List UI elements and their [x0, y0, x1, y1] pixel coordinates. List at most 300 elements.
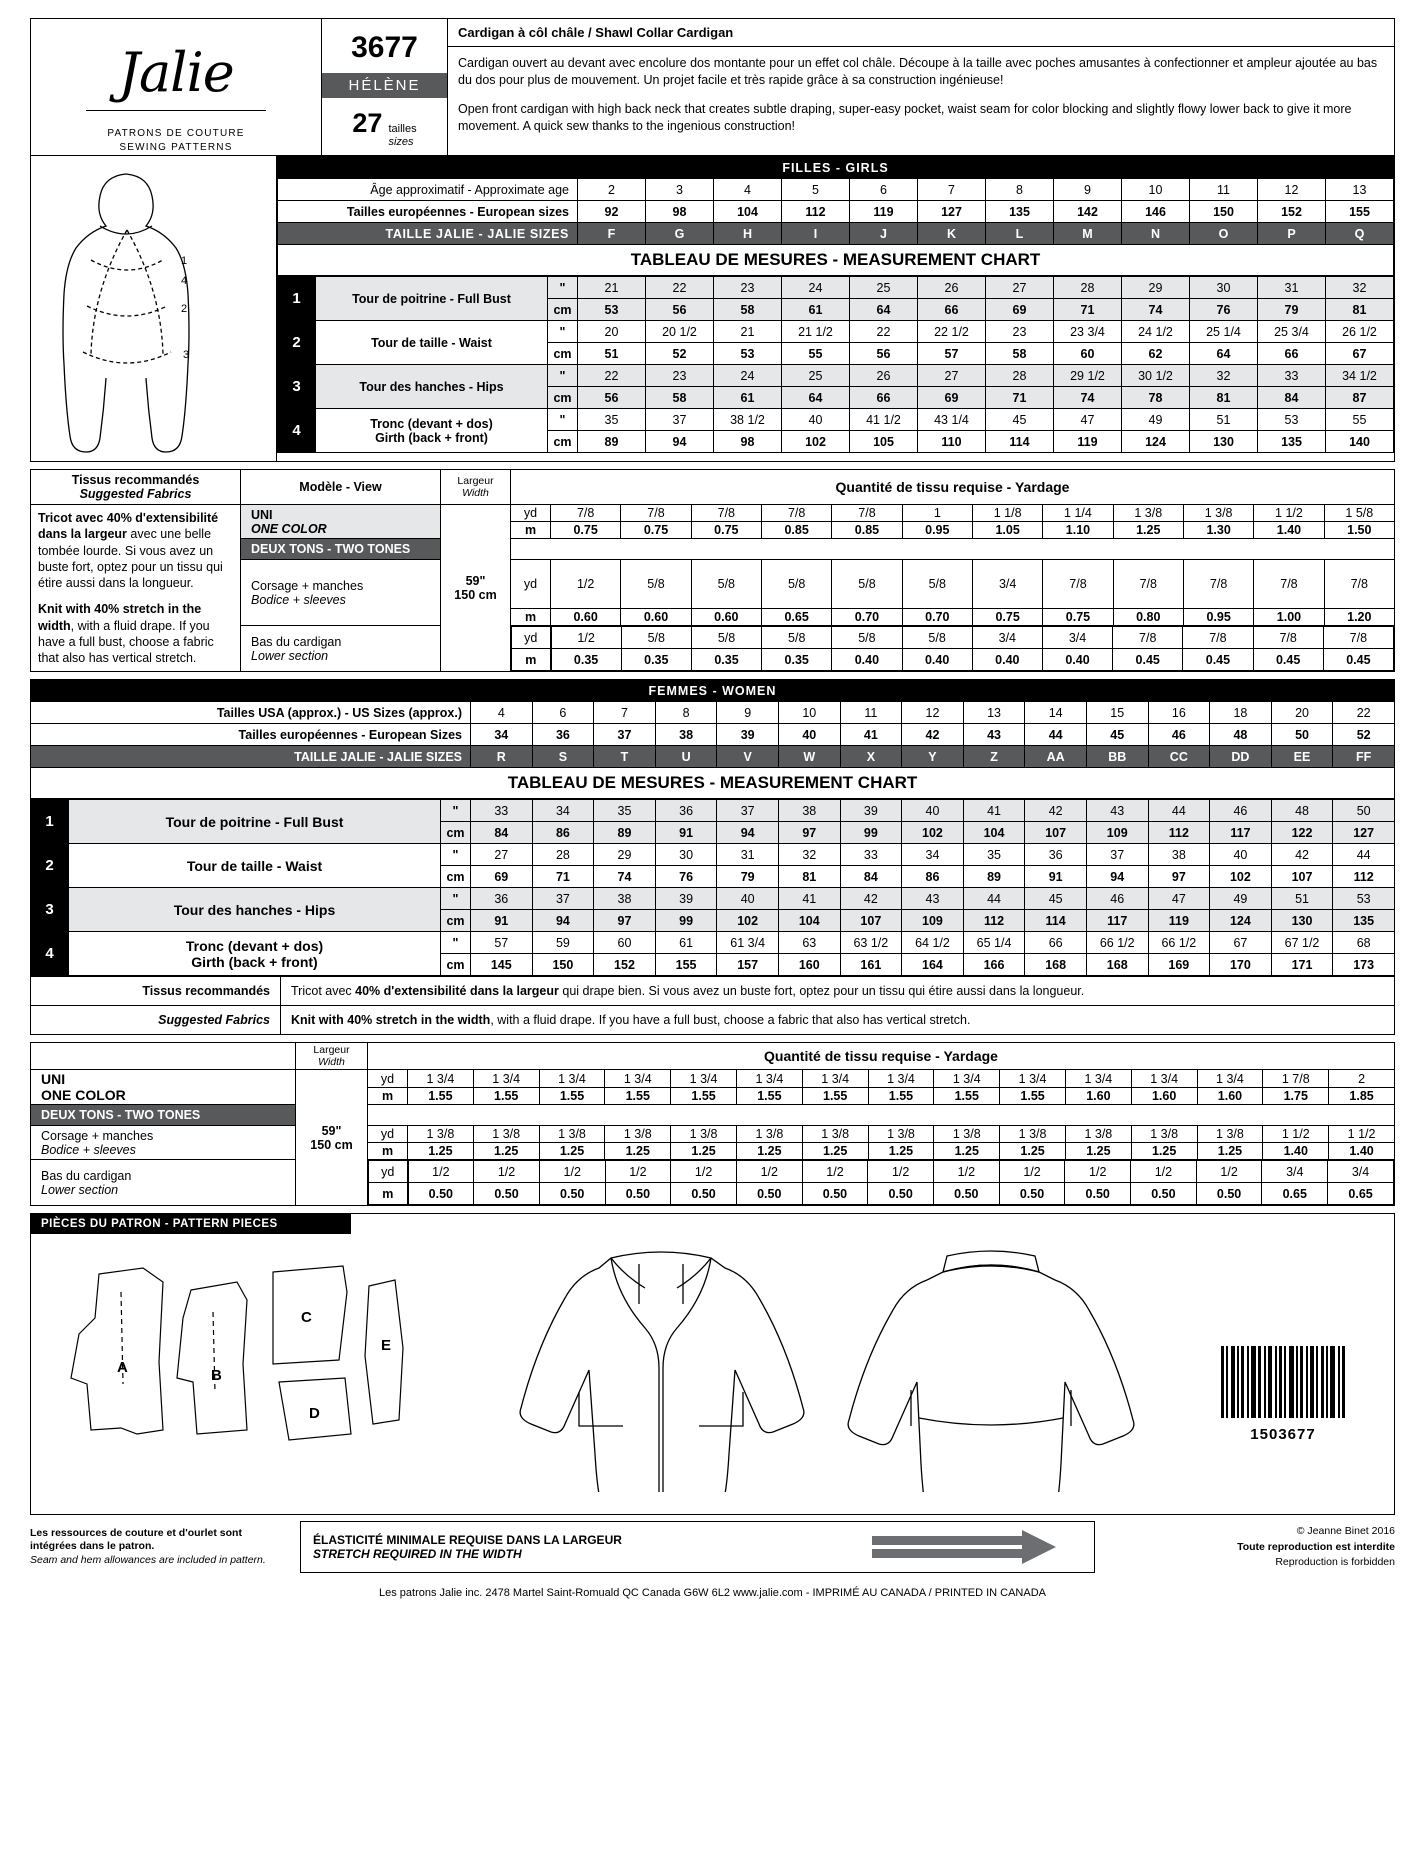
cell: 1 3/8: [671, 1126, 737, 1143]
cell: 49: [1210, 888, 1272, 910]
cell: 0.50: [868, 1183, 934, 1205]
cell: 32: [1190, 365, 1258, 387]
cell: 98: [714, 431, 782, 453]
copyright-block: [1115, 1524, 1395, 1570]
women-view-uni: [31, 1070, 296, 1105]
cell: 1.40: [1329, 1143, 1395, 1160]
measure-index: 2: [278, 321, 316, 365]
width-in: 59": [321, 1123, 342, 1138]
cell: 5/8: [761, 560, 831, 609]
cell: 152: [1258, 201, 1326, 223]
pattern-number: 3677: [351, 31, 418, 64]
cell: 1 3/8: [868, 1126, 934, 1143]
cell: 67 1/2: [1271, 932, 1333, 954]
cell: 47: [1148, 888, 1210, 910]
stretch-label-fr: ÉLASTICITÉ MINIMALE REQUISE DANS LA LARGEUR: [313, 1533, 622, 1548]
cell: 3/4: [1328, 1161, 1394, 1183]
cell: 56: [646, 299, 714, 321]
cell: 63: [778, 932, 840, 954]
cell: CC: [1148, 746, 1210, 768]
cell: 53: [578, 299, 646, 321]
cell: 69: [918, 387, 986, 409]
cell: 1 3/4: [539, 1070, 605, 1088]
cell: 1/2: [474, 1161, 540, 1183]
pattern-id-block: [322, 19, 448, 155]
cell: 89: [578, 431, 646, 453]
cell: 61: [714, 387, 782, 409]
cell: 21: [578, 277, 646, 299]
fr-part-a: Tricot avec: [291, 984, 356, 999]
cell: 135: [1333, 910, 1395, 932]
cell: 1 3/4: [605, 1070, 671, 1088]
cell: 69: [986, 299, 1054, 321]
barcode-block: [1221, 1346, 1345, 1443]
unit-yd: yd: [511, 505, 551, 522]
cell: N: [1122, 223, 1190, 245]
girls-euro-label: Tailles européennes - European sizes: [278, 201, 578, 223]
cell: 117: [1086, 910, 1148, 932]
cell: 58: [646, 387, 714, 409]
cell: 39: [655, 888, 717, 910]
cell: 1 3/8: [473, 1126, 539, 1143]
cell: 26: [850, 365, 918, 387]
cell: 66 1/2: [1148, 932, 1210, 954]
cell: 18: [1210, 702, 1272, 724]
cell: 109: [1086, 822, 1148, 844]
barcode-number: 1503677: [1250, 1426, 1316, 1444]
cell: 51: [1271, 888, 1333, 910]
cell: M: [1054, 223, 1122, 245]
cell: 130: [1190, 431, 1258, 453]
cell: 1/2: [408, 1161, 474, 1183]
cell: 1.60: [1065, 1087, 1131, 1105]
cell: 1.55: [802, 1087, 868, 1105]
cell: 91: [1025, 866, 1087, 888]
cell: 84: [471, 822, 533, 844]
cell: 43: [902, 888, 964, 910]
cell: 11: [1190, 179, 1258, 201]
women-measurement-table: [30, 799, 1395, 976]
girls-measure-row: [278, 365, 1394, 387]
cell: 91: [471, 910, 533, 932]
girls-measure-row: [278, 277, 1394, 299]
cell: V: [717, 746, 779, 768]
cell: 1.25: [1113, 522, 1183, 539]
cell: 23: [646, 365, 714, 387]
description-block: [448, 19, 1394, 155]
measure-label: Tour de taille - Waist: [316, 321, 548, 365]
cell: 12: [902, 702, 964, 724]
women-fabrics-text-en: [281, 1006, 1395, 1035]
cell: 30 1/2: [1122, 365, 1190, 387]
cell: 1.25: [408, 1143, 474, 1160]
cell: 13: [1326, 179, 1394, 201]
cell: 66 1/2: [1086, 932, 1148, 954]
cell: 0.40: [1042, 649, 1112, 671]
unit-in: ": [548, 409, 578, 431]
view-uni-fr: UNI: [251, 507, 273, 522]
cell: 3: [646, 179, 714, 201]
cell: 7/8: [1113, 560, 1183, 609]
girls-measure-row: [278, 321, 1394, 343]
cell: Y: [902, 746, 964, 768]
cell: 169: [1148, 954, 1210, 976]
cell: 168: [1025, 954, 1087, 976]
cell: BB: [1086, 746, 1148, 768]
cell: 104: [778, 910, 840, 932]
cell: 38 1/2: [714, 409, 782, 431]
cell: 1 3/8: [408, 1126, 474, 1143]
view-header: Modèle - View: [241, 470, 441, 505]
piece-label-d: D: [309, 1405, 320, 1423]
width-header: [441, 470, 511, 505]
cell: 97: [1148, 866, 1210, 888]
description-en: Open front cardigan with high back neck that creates subtle draping, super-easy pocket, waist seam for color blocking and slightly flowy lower back to give it more movement. A quick sew thanks to the ingenious construction!: [458, 101, 1352, 133]
cell: 23: [986, 321, 1054, 343]
cell: 7/8: [1043, 560, 1113, 609]
width-header-fr: Largeur: [313, 1044, 350, 1057]
cell: 1.55: [473, 1087, 539, 1105]
cell: 56: [850, 343, 918, 365]
cell: 66: [918, 299, 986, 321]
cell: 171: [1271, 954, 1333, 976]
unit-m: m: [512, 649, 551, 671]
brand-logo: [31, 19, 322, 155]
unit-yd: yd: [512, 627, 551, 649]
cell: 37: [646, 409, 714, 431]
cell: 45: [1086, 724, 1148, 746]
cell: 107: [1271, 866, 1333, 888]
cell: 1.55: [736, 1087, 802, 1105]
cell: 0.50: [671, 1183, 737, 1205]
cell: 42: [1025, 800, 1087, 822]
cell: 37: [594, 724, 656, 746]
cell: 44: [1333, 844, 1395, 866]
cell: 46: [1086, 888, 1148, 910]
cell: 0.35: [762, 649, 832, 671]
cell: F: [578, 223, 646, 245]
cell: 37: [532, 888, 594, 910]
cell: 61 3/4: [717, 932, 779, 954]
cell: 36: [532, 724, 594, 746]
fabrics-header-en: Suggested Fabrics: [79, 487, 192, 501]
cell: 31: [1258, 277, 1326, 299]
sizes-label-fr: tailles: [388, 123, 417, 135]
fabric-en-rest: , with a fluid drape. If you have a full bust, choose a fabric that also has vertical stretch.: [38, 618, 214, 665]
fabrics-header: [31, 470, 241, 505]
cell: 87: [1326, 387, 1394, 409]
view-uni-fr: UNI: [41, 1071, 66, 1088]
cell: 29 1/2: [1054, 365, 1122, 387]
women-fabrics-fr-row: [31, 977, 1395, 1006]
cell: 5: [782, 179, 850, 201]
cell: 43 1/4: [918, 409, 986, 431]
cell: 7/8: [551, 505, 621, 522]
cell: 56: [578, 387, 646, 409]
cell: 29: [594, 844, 656, 866]
svg-text:3: 3: [183, 349, 190, 361]
cell: 0.50: [736, 1183, 802, 1205]
cell: 64 1/2: [902, 932, 964, 954]
cell: 71: [1054, 299, 1122, 321]
unit-m: m: [511, 609, 551, 626]
cell: 1.25: [1000, 1143, 1066, 1160]
cell: 52: [1333, 724, 1395, 746]
cell: 1.10: [1043, 522, 1113, 539]
cell: 81: [1190, 387, 1258, 409]
cell: 24: [782, 277, 850, 299]
girls-chart-title-row: [278, 245, 1394, 276]
cell: 1 3/8: [539, 1126, 605, 1143]
cell: 6: [850, 179, 918, 201]
cell: 22: [646, 277, 714, 299]
cell: 61: [655, 932, 717, 954]
cell: 1 1/8: [972, 505, 1042, 522]
cell: 1/2: [802, 1161, 868, 1183]
cell: 33: [471, 800, 533, 822]
measure-index: 4: [278, 409, 316, 453]
measure-label-fr: Tronc (devant + dos): [370, 416, 493, 431]
piece-label-e: E: [381, 1337, 392, 1355]
cell: 45: [1025, 888, 1087, 910]
unit-cm: cm: [441, 954, 471, 976]
cell: 21 1/2: [782, 321, 850, 343]
girls-age-label: Âge approximatif - Approximate age: [278, 179, 578, 201]
cell: 8: [655, 702, 717, 724]
cell: 38: [1148, 844, 1210, 866]
cell: W: [778, 746, 840, 768]
cell: 1/2: [671, 1161, 737, 1183]
cell: 1.25: [934, 1143, 1000, 1160]
cell: 112: [782, 201, 850, 223]
fabrics-header-fr: Tissus recommandés: [71, 473, 200, 487]
cell: 1.00: [1254, 609, 1324, 626]
cell: 24: [714, 365, 782, 387]
cell: 64: [782, 387, 850, 409]
cell: 37: [1086, 844, 1148, 866]
cell: 1.25: [736, 1143, 802, 1160]
cell: 41: [778, 888, 840, 910]
girls-euro-row: [278, 201, 1394, 223]
cell: 1 3/4: [473, 1070, 539, 1088]
cell: 7/8: [832, 505, 902, 522]
repro-en: Reproduction is forbidden: [1275, 1555, 1395, 1568]
cell: 0.95: [902, 522, 972, 539]
cell: 79: [1258, 299, 1326, 321]
cell: 61: [782, 299, 850, 321]
yardage-header-row: [31, 470, 1395, 505]
cell: 92: [578, 201, 646, 223]
cell: 1/2: [868, 1161, 934, 1183]
cell: 27: [986, 277, 1054, 299]
cell: 1.55: [934, 1087, 1000, 1105]
cell: 0.70: [902, 609, 972, 626]
cell: 1.55: [539, 1087, 605, 1105]
girls-section: [30, 156, 1395, 462]
cell: 40: [902, 800, 964, 822]
cell: 0.80: [1113, 609, 1183, 626]
girls-uni-yd-row: [31, 505, 1395, 522]
cell: 0.50: [1065, 1183, 1131, 1205]
cell: 1.55: [868, 1087, 934, 1105]
women-size-table: [30, 679, 1395, 799]
width-header: [296, 1043, 368, 1070]
cell: 0.95: [1183, 609, 1253, 626]
cell: 98: [646, 201, 714, 223]
cell: 155: [1326, 201, 1394, 223]
view-bodice: [241, 560, 441, 626]
unit-cm: cm: [441, 822, 471, 844]
cell: 33: [840, 844, 902, 866]
width-cm: 150 cm: [454, 588, 497, 603]
cell: 150: [532, 954, 594, 976]
cell: 25 3/4: [1258, 321, 1326, 343]
cell: 173: [1333, 954, 1395, 976]
view-uni-en: ONE COLOR: [251, 521, 327, 536]
cell: O: [1190, 223, 1258, 245]
cell: 1 1/2: [1254, 505, 1324, 522]
cell: 1.25: [1131, 1143, 1197, 1160]
cell: 1/2: [605, 1161, 671, 1183]
cell: 1 1/2: [1263, 1126, 1329, 1143]
cell: 0.40: [832, 649, 902, 671]
en-part-b: , with a fluid drape. If you have a full bust, choose a fabric that also has vertical stretch.: [490, 1013, 971, 1028]
cell: 0.65: [1328, 1183, 1394, 1205]
brand-tagline-en: SEWING PATTERNS: [119, 141, 233, 153]
cell: 0.75: [551, 522, 621, 539]
cell: 1.55: [408, 1087, 474, 1105]
girls-fabrics-text: [31, 505, 241, 672]
cell: 39: [840, 800, 902, 822]
unit-yd: yd: [368, 1070, 408, 1088]
cell: 0.50: [408, 1183, 474, 1205]
women-yardage-header-row: [31, 1043, 1395, 1070]
cell: 94: [646, 431, 714, 453]
cell: 0.50: [802, 1183, 868, 1205]
cell: 7/8: [1183, 627, 1253, 649]
cell: 1/2: [999, 1161, 1065, 1183]
measure-index: 1: [278, 277, 316, 321]
measure-index: 2: [31, 844, 69, 888]
cell: 0.35: [551, 649, 621, 671]
cell: 114: [986, 431, 1054, 453]
view-lower-en: Lower section: [251, 648, 329, 663]
view-bodice-en: Bodice + sleeves: [251, 592, 346, 607]
cell: 11: [840, 702, 902, 724]
piece-label-b: B: [211, 1367, 222, 1385]
cell: 34 1/2: [1326, 365, 1394, 387]
cell: 127: [918, 201, 986, 223]
cell: 66: [1025, 932, 1087, 954]
cell: 2: [1329, 1070, 1395, 1088]
unit-cm: cm: [441, 866, 471, 888]
women-fabrics-text-fr: [281, 977, 1395, 1006]
cell: 38: [778, 800, 840, 822]
cell: EE: [1271, 746, 1333, 768]
cell: 112: [1333, 866, 1395, 888]
pattern-pieces-section: [30, 1213, 1395, 1515]
cell: 0.75: [621, 522, 691, 539]
sizes-count: 27: [352, 108, 383, 138]
women-yardage-header: Quantité de tissu requise - Yardage: [368, 1043, 1395, 1070]
unit-yd: yd: [369, 1161, 408, 1183]
cell: 7/8: [1253, 627, 1323, 649]
cell: 22: [1333, 702, 1395, 724]
cell: 41 1/2: [850, 409, 918, 431]
view-lower-fr: Bas du cardigan: [251, 634, 342, 649]
piece-label-c: C: [301, 1309, 312, 1327]
girls-measurement-table: [277, 276, 1394, 453]
cell: 25: [850, 277, 918, 299]
cell: 0.60: [621, 609, 691, 626]
barcode-image: [1221, 1346, 1345, 1418]
cell: 3/4: [972, 560, 1042, 609]
unit-m: m: [368, 1143, 408, 1160]
view-lower-fr: Bas du cardigan: [41, 1168, 132, 1183]
cell: 60: [594, 932, 656, 954]
cell: 146: [1122, 201, 1190, 223]
measure-label: Tour des hanches - Hips: [69, 888, 441, 932]
measure-label-en: Girth (back + front): [375, 430, 488, 445]
cell: 5/8: [621, 560, 691, 609]
cell: 2: [578, 179, 646, 201]
cell: 41: [840, 724, 902, 746]
cell: 76: [1190, 299, 1258, 321]
cell: 1 3/4: [408, 1070, 474, 1088]
cell: 1 3/8: [1113, 505, 1183, 522]
cell: 34: [532, 800, 594, 822]
cell: I: [782, 223, 850, 245]
cell: 32: [1326, 277, 1394, 299]
cell: 74: [1122, 299, 1190, 321]
cell: 1: [902, 505, 972, 522]
cell: 7/8: [1324, 560, 1394, 609]
cell: 9: [717, 702, 779, 724]
cell: K: [918, 223, 986, 245]
cell: 40: [1210, 844, 1272, 866]
cell: 86: [532, 822, 594, 844]
women-lower-rows: [31, 1160, 1395, 1206]
women-band-label: FEMMES - WOMEN: [31, 680, 1395, 702]
women-bodice-yd-row: [31, 1126, 1395, 1143]
cell: 30: [1190, 277, 1258, 299]
view-uni-en: ONE COLOR: [41, 1087, 126, 1104]
cell: 10: [778, 702, 840, 724]
cell: 28: [1054, 277, 1122, 299]
women-twotones-band: [31, 1105, 1395, 1126]
cell: 69: [471, 866, 533, 888]
cell: 66: [1258, 343, 1326, 365]
cell: 142: [1054, 201, 1122, 223]
cell: 1 3/4: [868, 1070, 934, 1088]
cell: 7/8: [621, 505, 691, 522]
unit-in: ": [548, 365, 578, 387]
cell: 65 1/4: [963, 932, 1025, 954]
cell: 12: [1258, 179, 1326, 201]
cell: 1 3/8: [736, 1126, 802, 1143]
cell: 1.25: [671, 1143, 737, 1160]
cell: 4: [714, 179, 782, 201]
unit-m: m: [368, 1087, 408, 1105]
cell: 97: [594, 910, 656, 932]
cell: 7: [918, 179, 986, 201]
cell: 40: [717, 888, 779, 910]
cell: 60: [1054, 343, 1122, 365]
cell: 71: [532, 866, 594, 888]
cell: 7/8: [761, 505, 831, 522]
cell: 53: [1258, 409, 1326, 431]
girls-size-table: [277, 156, 1394, 276]
